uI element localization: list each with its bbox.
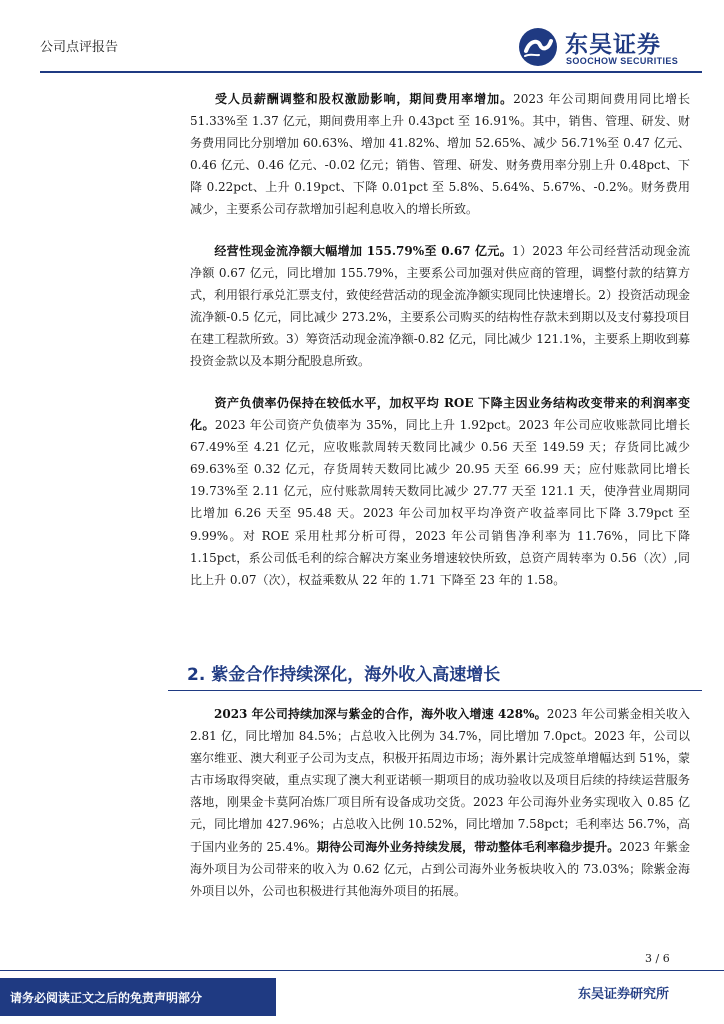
company-logo bbox=[517, 26, 697, 72]
section-divider bbox=[168, 690, 702, 691]
paragraph-lead: 经营性现金流净额大幅增加 155.79%至 0.67 亿元。 bbox=[214, 244, 513, 258]
report-type-label: 公司点评报告 bbox=[40, 40, 119, 55]
disclaimer-text: 请务必阅读正文之后的免责声明部分 bbox=[10, 991, 203, 1005]
paragraph-lead: 资产负债率仍保持在较低水平，加权平均 ROE 下降主因业务结构改变带来的利润率变化。 bbox=[190, 396, 690, 433]
paragraph-lead: 2023 年公司持续加深与紫金的合作，海外收入增速 428%。 bbox=[214, 707, 547, 721]
paragraph-body: 2023 年公司紫金相关收入 2.81 亿，同比增加 84.5%；占总收入比例为 34.7%，同比增加 7.0pct。2023 年，公司以塞尔维亚、澳大利亚子公司为支点，积极开拓周边市场；海外累计完成签单增幅达到 51%，蒙古市场取得突破，重点实现了澳大利亚诺顿一期项目的成功验收以及项目后续的持续运营服务落地，刚果金卡莫阿冶炼厂项目所有设备成功交货。2023 年公司海外业务实现收入 0.85 亿元，同比增加 427.96%；占总收入比例 10.52%，同比增加 7.58pct；毛利率达 56.7%，高于国内业务的 25.4%。 bbox=[190, 707, 690, 854]
paragraph-body: 2023 年公司期间费用同比增长 51.33%至 1.37 亿元，期间费用率上升 0.43pct 至 16.91%。其中，销售、管理、研发、财务费用同比分别增加 60.63%、增加 41.82%、增加 52.65%、减少 56.71%至 0.47 亿元、0.46 亿元、0.46 亿元、-0.02 亿元；销售、管理、研发、财务费用率分别上升 0.48pct、下降 0.22pct、上升 0.19pct、下降 0.01pct 至 5.8%、5.64%、5.67%、-0.2%。财务费用减少，主要系公司存款增加引起利息收入的增长所致。 bbox=[190, 92, 690, 217]
brand-name-cn: 东吴证券 bbox=[565, 32, 661, 58]
paragraph-body-2: 2023 年紫金海外项目为公司带来的收入为 0.62 亿元，占到公司海外业务板块收入的 73.03%；除紫金海外项目以外，公司也积极进行其他海外项目的拓展。 bbox=[190, 839, 690, 898]
paragraph-body: 1）2023 年公司经营活动现金流净额 0.67 亿元，同比增加 155.79%，主要系公司加强对供应商的管理，调整付款的结算方式，利用银行承兑汇票支付，致使经营活动的现金流净额实现同比快速增长。2）投资活动现金流净额-0.5 亿元，同比减少 273.2%，主要系公司购买的结构性存款未到期以及支付募投项目在建工程款所致。3）筹资活动现金流净额-0.82 亿元，同比减少 121.1%，主要系上期收到募投资金款以及本期分配股息所致。 bbox=[190, 244, 690, 369]
footer-divider bbox=[0, 970, 724, 971]
research-institute-name: 东吴证券研究所 bbox=[578, 987, 670, 1002]
paragraph-expenses bbox=[190, 88, 690, 221]
paragraph-body: 2023 年公司资产负债率为 35%，同比上升 1.92pct。2023 年公司应收账款同比增长 67.49%至 4.21 亿元，应收账款周转天数同比减少 0.56 天至 149.59 天；存货同比减少 69.63%至 0.32 亿元，存货周转天数同比减少 20.95 天至 66.99 天；应付账款同比增长 19.73%至 2.11 亿元，应付账款周转天数同比减少 27.77 天至 121.1 天，使净营业周期同比增加 6.26 天至 95.48 天。2023 年公司加权平均净资产收益率同比下降 3.79pct 至 9.99%。对 ROE 采用杜邦分析可得，2023 年公司销售净利率为 11.76%，同比下降 1.15pct，系公司低毛利的综合解决方案业务增速较快所致，总资产周转率为 0.56（次）,同比上升 0.07（次），权益乘数从 22 年的 1.71 下降至 23 年的 1.58。 bbox=[190, 418, 690, 587]
paragraph-cashflow bbox=[190, 240, 690, 373]
brand-name-en: SOOCHOW SECURITIES bbox=[566, 56, 679, 66]
soochow-logo-icon bbox=[517, 26, 559, 68]
paragraph-lead: 受人员薪酬调整和股权激励影响，期间费用率增加。 bbox=[214, 92, 514, 106]
section-title: 2. 紫金合作持续深化，海外收入高速增长 bbox=[187, 665, 501, 685]
paragraph-zijin bbox=[190, 703, 690, 902]
paragraph-balance-sheet bbox=[190, 392, 690, 591]
header-divider bbox=[40, 71, 702, 73]
paragraph-lead-2: 期待公司海外业务持续发展，带动整体毛利率稳步提升。 bbox=[316, 839, 620, 854]
page-number: 3 / 6 bbox=[645, 952, 670, 965]
